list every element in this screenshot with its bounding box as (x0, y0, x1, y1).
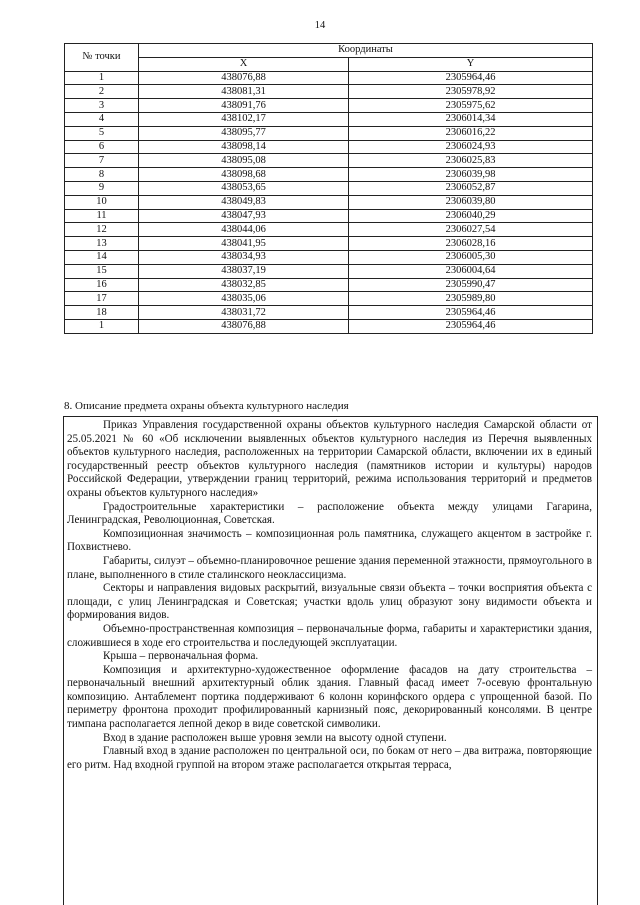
table-row (65, 99, 593, 113)
y-coordinate-cell: 2305964,46 (349, 319, 593, 333)
x-coordinate-cell: 438041,95 (139, 237, 349, 251)
point-number-cell: 13 (65, 237, 139, 251)
y-coordinate-cell: 2305978,92 (349, 85, 593, 99)
table-row (65, 126, 593, 140)
y-coordinate-cell: 2306014,34 (349, 112, 593, 126)
section-title: 8. Описание предмета охраны объекта культурного наследия (64, 400, 349, 412)
x-coordinate-cell: 438076,88 (139, 319, 349, 333)
paragraph: Секторы и направления видовых раскрытий, визуальные связи объекта – точки восприятия объекта с площади, с улиц Ленинградская и Советская; участки вдоль улиц образуют зону видимости объекта и формирования видов. (67, 582, 592, 622)
table-row (65, 306, 593, 320)
paragraph: Градостроительные характеристики – расположение объекта между улицами Гагарина, Ленинградская, Революционная, Советская. (67, 500, 592, 527)
x-coordinate-cell: 438081,31 (139, 85, 349, 99)
table-row (65, 85, 593, 99)
x-coordinate-cell: 438032,85 (139, 278, 349, 292)
header-y: Y (349, 57, 593, 71)
paragraph: Композиционная значимость – композиционная роль памятника, служащего акцентом в застройке г. Похвистнево. (67, 527, 592, 554)
point-number-cell: 2 (65, 85, 139, 99)
point-number-cell: 4 (65, 112, 139, 126)
y-coordinate-cell: 2305964,46 (349, 306, 593, 320)
x-coordinate-cell: 438053,65 (139, 181, 349, 195)
x-coordinate-cell: 438044,06 (139, 223, 349, 237)
paragraph: Приказ Управления государственной охраны объектов культурного наследия Самарской области от 25.05.2021 № 60 «Об исключении выявленных объектов культурного наследия из Перечня выявленных объектов культурного наследия, расположенных на территории Самарской области, включении их в единый государственный реестр объектов культурного наследия (памятников истории и культуры) народов Российской Федерации, утверждении границ территорий, режима использования территорий и предметов охраны объектов культурного наследия» (67, 419, 592, 499)
point-number-cell: 17 (65, 292, 139, 306)
header-point-number: № точки (65, 44, 139, 72)
y-coordinate-cell: 2306005,30 (349, 250, 593, 264)
table-row (65, 292, 593, 306)
y-coordinate-cell: 2306039,80 (349, 195, 593, 209)
table-row (65, 237, 593, 251)
point-number-cell: 18 (65, 306, 139, 320)
paragraph: Габариты, силуэт – объемно-планировочное решение здания переменной этажности, прямоугольного в плане, выполненного в стиле сталинского неоклассицизма. (67, 554, 592, 581)
point-number-cell: 14 (65, 250, 139, 264)
x-coordinate-cell: 438031,72 (139, 306, 349, 320)
table-row (65, 209, 593, 223)
y-coordinate-cell: 2305990,47 (349, 278, 593, 292)
paragraph: Главный вход в здание расположен по центральной оси, по бокам от него – два витража, повторяющие его ритм. Над входной группой на втором этаже располагается открытая терраса, (67, 745, 592, 771)
x-coordinate-cell: 438076,88 (139, 71, 349, 85)
y-coordinate-cell: 2306025,83 (349, 154, 593, 168)
point-number-cell: 12 (65, 223, 139, 237)
paragraph: Объемно-пространственная композиция – первоначальные форма, габариты и характеристики здания, сложившиеся в ходе его строительства и последующей эксплуатации. (67, 622, 592, 649)
protection-subject-box (63, 416, 598, 905)
x-coordinate-cell: 438091,76 (139, 99, 349, 113)
point-number-cell: 9 (65, 181, 139, 195)
coordinates-table (64, 43, 593, 334)
y-coordinate-cell: 2306004,64 (349, 264, 593, 278)
header-x: X (139, 57, 349, 71)
x-coordinate-cell: 438098,14 (139, 140, 349, 154)
table-row (65, 319, 593, 333)
point-number-cell: 3 (65, 99, 139, 113)
y-coordinate-cell: 2306016,22 (349, 126, 593, 140)
table-row (65, 168, 593, 182)
table-row (65, 278, 593, 292)
y-coordinate-cell: 2305989,80 (349, 292, 593, 306)
paragraph: Крыша – первоначальная форма. (103, 650, 259, 663)
x-coordinate-cell: 438095,77 (139, 126, 349, 140)
y-coordinate-cell: 2306039,98 (349, 168, 593, 182)
table-row (65, 223, 593, 237)
point-number-cell: 11 (65, 209, 139, 223)
y-coordinate-cell: 2306024,93 (349, 140, 593, 154)
x-coordinate-cell: 438047,93 (139, 209, 349, 223)
x-coordinate-cell: 438035,06 (139, 292, 349, 306)
y-coordinate-cell: 2305975,62 (349, 99, 593, 113)
x-coordinate-cell: 438098,68 (139, 168, 349, 182)
table-row (65, 71, 593, 85)
point-number-cell: 6 (65, 140, 139, 154)
point-number-cell: 16 (65, 278, 139, 292)
table-row (65, 154, 593, 168)
table-row (65, 250, 593, 264)
x-coordinate-cell: 438049,83 (139, 195, 349, 209)
table-row (65, 112, 593, 126)
x-coordinate-cell: 438095,08 (139, 154, 349, 168)
y-coordinate-cell: 2306052,87 (349, 181, 593, 195)
point-number-cell: 7 (65, 154, 139, 168)
y-coordinate-cell: 2306040,29 (349, 209, 593, 223)
x-coordinate-cell: 438034,93 (139, 250, 349, 264)
header-coordinates: Координаты (139, 44, 593, 58)
page-number: 14 (314, 20, 326, 31)
paragraph: Композиция и архитектурно-художественное оформление фасадов на дату строительства – первоначальный внешний архитектурный облик здания. Главный фасад имеет 7-осевую фронтальную композицию. Антаблемент портика поддерживают 6 колонн коринфского ордера с упрощенной базой. По периметру фронтона проходит профилированный карнизный пояс, декорированный консолями. В центре тимпана располагается лепной декор в виде советской символики. (67, 663, 592, 731)
point-number-cell: 8 (65, 168, 139, 182)
y-coordinate-cell: 2306027,54 (349, 223, 593, 237)
y-coordinate-cell: 2305964,46 (349, 71, 593, 85)
table-row (65, 140, 593, 154)
point-number-cell: 1 (65, 71, 139, 85)
coordinates-table-body (65, 71, 593, 333)
table-row (65, 181, 593, 195)
paragraph: Вход в здание расположен выше уровня земли на высоту одной ступени. (103, 731, 447, 744)
point-number-cell: 1 (65, 319, 139, 333)
x-coordinate-cell: 438102,17 (139, 112, 349, 126)
table-row (65, 264, 593, 278)
table-row (65, 195, 593, 209)
point-number-cell: 5 (65, 126, 139, 140)
x-coordinate-cell: 438037,19 (139, 264, 349, 278)
point-number-cell: 15 (65, 264, 139, 278)
point-number-cell: 10 (65, 195, 139, 209)
y-coordinate-cell: 2306028,16 (349, 237, 593, 251)
